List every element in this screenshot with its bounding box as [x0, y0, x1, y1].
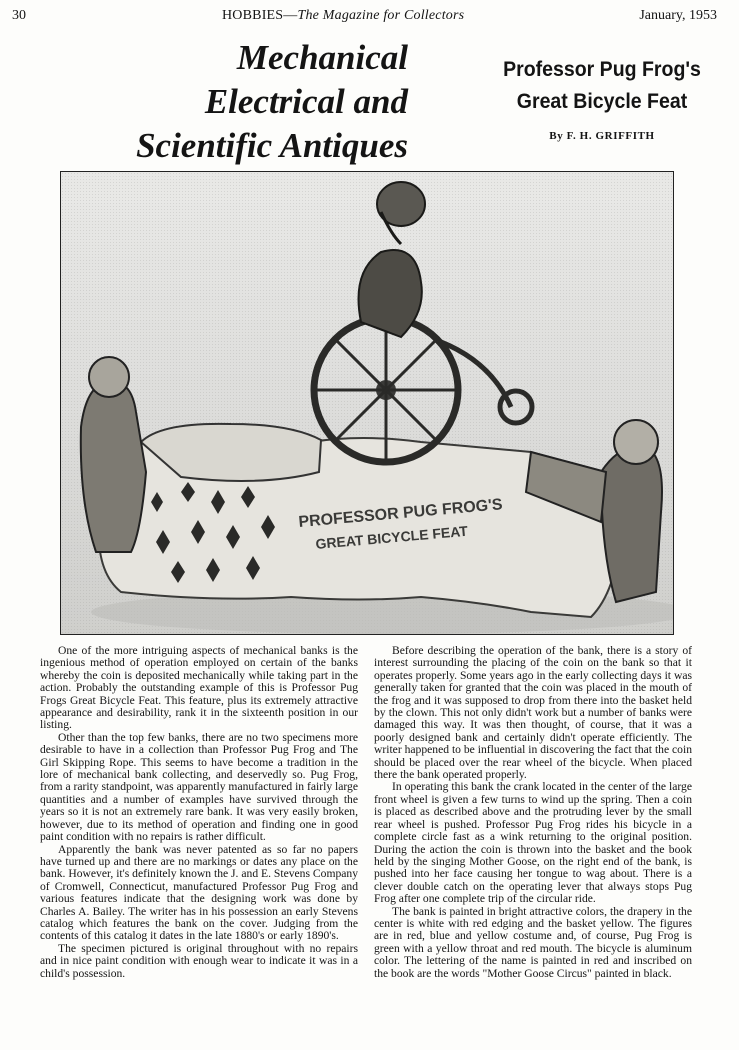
paragraph: In operating this bank the crank located in the center of the large front wheel is given a few turns to wind up the spring. Then a coin is placed as described above and the protruding lever by the small rear wheel is pushed. Professor Pug Frog rides his bicycle in a complete circle fast as a wink returning to the original position. During the action the coin is thrown into the basket and the book held by the singing Mother Goose, on the right end of the bank, is pushed into her face causing her tongue to wag about. There is a clever double catch on the operating lever that always stops Pug Frog after one complete trip of the circular ride.	[374, 780, 692, 906]
page-number: 30	[12, 8, 26, 23]
paragraph: The specimen pictured is original throughout with no repairs and in nice paint condition with enough wear to indicate it was in a child's possession.	[40, 941, 358, 980]
paragraph: Other than the top few banks, there are no two specimens more desirable to have in a collection than Professor Pug Frog and The Girl Skipping Rope. This seems to have become a tradition in the lore of mechanical bank collecting, and deservedly so. Pug Frog, from a rarity standpoint, was apparently manufactured in fairly large quantities and a number of examples have survived through the years so it is not an extremely rare bank. It was very easily broken, however, due to its method of operation and finding one in good paint condition with no repairs is rather difficult.	[40, 730, 358, 844]
bank-inscription-line2: GREAT BICYCLE FEAT	[314, 522, 469, 552]
magazine-prefix: HOBBIES—	[222, 8, 298, 23]
section-title-line3: Scientific Antiques	[136, 126, 408, 165]
paragraph: One of the more intriguing aspects of mechanical banks is the ingenious method of operation employed on certain of the banks whereby the coin is deposited mechanically while taking part in the action. Probably the outstanding example of this is Professor Pug Frogs Great Bicycle Feat. This feature, plus its extremely attractive appearance and desirability, rank it in the sixteenth position in our listing.	[40, 644, 358, 732]
magazine-title: The Magazine for Collectors	[297, 8, 465, 23]
paragraph: The bank is painted in bright attractive colors, the drapery in the center is white with red edging and the basket yellow. The figures are in red, blue and yellow costume and, of course, Pug Frog is green with a yellow throat and red mouth. The bicycle is aluminum color. The lettering of the name is painted in red and inscribed on the book are the words "Mother Goose Circus" painted in black.	[374, 904, 692, 980]
body-column-right	[374, 645, 692, 980]
article-title-line2: Great Bicycle Feat	[516, 90, 688, 113]
paragraph: Before describing the operation of the bank, there is a story of interest surrounding the placing of the coin on the bank so that it operates properly. Some years ago in the early collecting days it was generally taken for granted that the coin was placed in the mouth of the frog and it was supposed to drop from there into the basket held by the clown. This not only didn't work but a number of banks were damaged this way. It was then thought, of course, that it was a poorly designed bank and certainly didn't operate efficiently. The writer happened to be influential in discovering the fact that the coin should be placed over the rear wheel of the bicycle. When placed there the bank operated properly.	[374, 644, 692, 782]
bank-inscription-line1: PROFESSOR PUG FROG'S	[297, 496, 504, 531]
page-header	[0, 0, 739, 30]
bank-photograph	[60, 171, 674, 635]
section-title-line1: Mechanical	[236, 38, 408, 77]
paragraph: Apparently the bank was never patented as so far no papers have turned up and there are no markings or dates any place on the bank. However, it's definitely known the J. and E. Stevens Company of Cromwell, Connecticut, manufactured Professor Pug Frog and various features indicate that the designing work was done by Charles A. Bailey. The writer has in his possession an early Stevens catalog which features the bank on the cover. Judging from the contents of this catalog it dates in the late 1880's or early 1890's.	[40, 842, 358, 943]
issue-date: January, 1953	[639, 8, 717, 23]
magazine-masthead	[222, 8, 464, 24]
byline: By F. H. GRIFFITH	[549, 130, 655, 142]
article-title-line1: Professor Pug Frog's	[503, 58, 701, 81]
section-title	[40, 36, 408, 168]
section-title-line2: Electrical and	[204, 82, 408, 121]
bank-illustration	[61, 172, 673, 634]
article-title	[463, 54, 739, 118]
body-column-left	[40, 645, 358, 980]
